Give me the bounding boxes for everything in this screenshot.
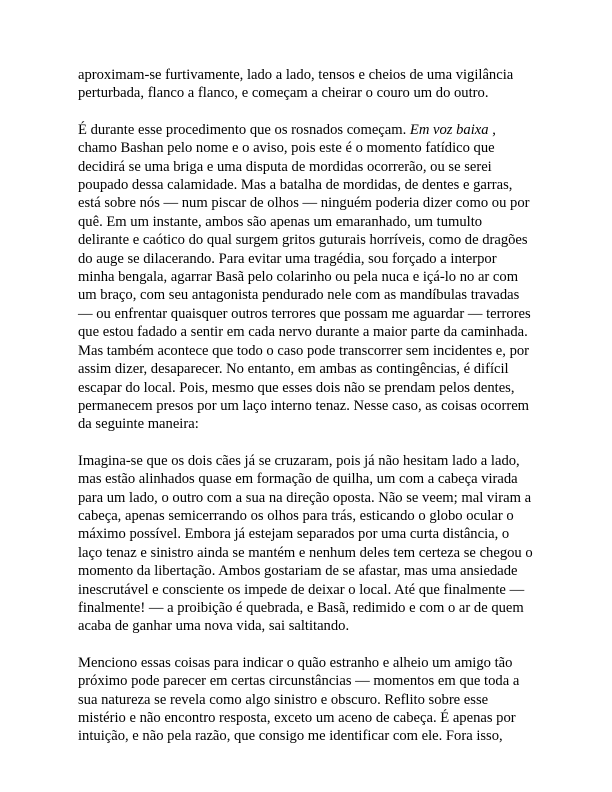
paragraph-2-italic-phrase: Em voz baixa (409, 121, 489, 138)
paragraph-2-text-start: É durante esse procedimento que os rosnados começam. (78, 121, 410, 138)
paragraph-2-text-end: , chamo Bashan pelo nome e o aviso, pois este é o momento fatídico que decidirá se uma briga e uma disputa de mordidas ocorrerão, ou se serei poupado dessa calamidade. Mas a batalha de mordidas, de dentes e garras, está sobre nós — num piscar de olhos — ninguém poderia dizer como ou por quê. Em um instante, ambos são apenas um emaranhado, um tumulto delirante e caótico do qual surgem gritos guturais horríveis, como de dragões do auge se dilacerando. Para evitar uma tragédia, sou forçado a interpor minha bengala, agarrar Basã pelo colarinho ou pela nuca e içá-lo no ar com um braço, com seu antagonista pendurado nele com as mandíbulas travadas — ou enfrentar quaisquer outros terrores que possam me aguardar — terrores que estou fadado a sentir em cada nervo durante a maior parte da caminhada. Mas também acontece que todo o caso pode transcorrer sem incidentes e, por assim dizer, desaparecer. No entanto, em ambas as contingências, é difícil escapar do local. Pois, mesmo que esses dois não se prendam pelos dentes, permanecem presos por um laço interno tenaz. Nesse caso, as coisas ocorrem da seguinte maneira: (78, 121, 531, 433)
paragraph-1: aproximam-se furtivamente, lado a lado, tensos e cheios de uma vigilância perturbada, flanco a flanco, e começam a cheirar o couro um do outro. (78, 67, 514, 102)
paragraph-3: Imagina-se que os dois cães já se cruzaram, pois já não hesitam lado a lado, mas estão alinhados quase em formação de quilha, um com a cabeça virada para um lado, o outro com a sua na direção oposta. Não se veem; mal viram a cabeça, apenas semicerrando os olhos para trás, esticando o globo ocular o máximo possível. Embora já estejam separados por uma curta distância, o laço tenaz e sinistro ainda se mantém e nenhum deles tem certeza se chegou o momento da libertação. Ambos gostariam de se afastar, mas uma ansiedade inescrutável e consciente os impede de deixar o local. Até que finalmente — finalmente! — a proibição é quebrada, e Basã, redimido e com o ar de quem acaba de ganhar uma nova vida, sai saltitando. (78, 452, 533, 635)
paragraph-4: Menciono essas coisas para indicar o quão estranho e alheio um amigo tão próximo pode parecer em certas circunstâncias — momentos em que toda a sua natureza se revela como algo sinistro e obscuro. Reflito sobre esse mistério e não encontro resposta, exceto um aceno de cabeça. É apenas por intuição, e não pela razão, que consigo me identificar com ele. Fora isso, (78, 654, 520, 745)
document-page (78, 66, 534, 746)
paragraph-2 (78, 121, 534, 434)
